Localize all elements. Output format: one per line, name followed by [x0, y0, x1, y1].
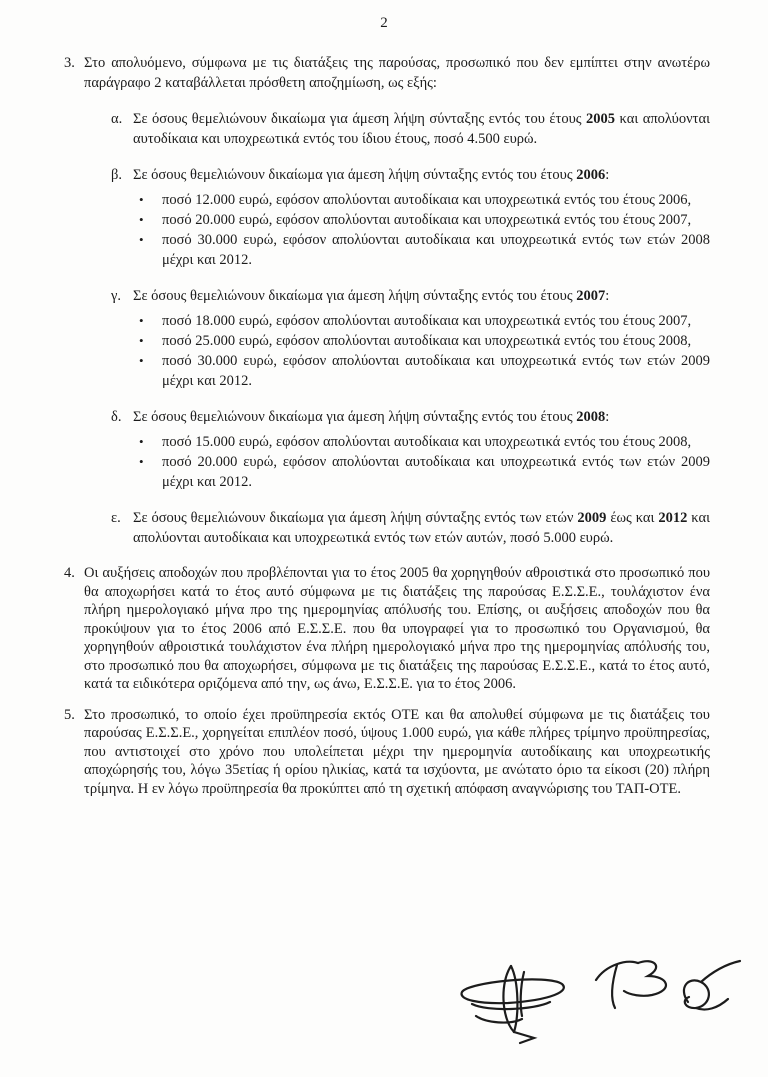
subitem-gamma-letter: γ. — [111, 288, 122, 304]
bullet-icon: • — [139, 192, 144, 207]
year-bold: 2007 — [576, 288, 606, 304]
bullet-item — [133, 452, 710, 492]
bullet-item — [133, 230, 710, 270]
text-run: Σε όσους θεμελιώνουν δικαίωμα για άμεση λήψη σύνταξης εντός του έτους — [133, 167, 577, 183]
subitem-epsilon-letter: ε. — [111, 510, 121, 526]
subitem-epsilon — [111, 508, 710, 548]
handwritten-signature-left-icon — [448, 958, 578, 1048]
bullet-text: ποσό 12.000 ευρώ, εφόσον απολύονται αυτοδίκαια και υποχρεωτικά εντός του έτους 2006, — [162, 192, 692, 208]
document-body — [0, 33, 768, 798]
subitem-delta-heading — [133, 407, 710, 427]
bullet-text: ποσό 20.000 ευρώ, εφόσον απολύονται αυτοδίκαια και υποχρεωτικά εντός των ετών 2009 μέχρι και 2012. — [162, 454, 710, 490]
paragraph-3 — [64, 53, 710, 93]
subitem-delta-body — [133, 407, 710, 492]
text-run: : — [605, 409, 610, 425]
bullet-icon: • — [139, 353, 144, 368]
subitem-beta-body — [133, 165, 710, 270]
bullet-icon: • — [139, 232, 144, 247]
bullet-text: ποσό 18.000 ευρώ, εφόσον απολύονται αυτοδίκαια και υποχρεωτικά εντός του έτους 2007, — [162, 313, 692, 329]
paragraph-5-number: 5. — [64, 706, 75, 723]
paragraph-5-text: Στο προσωπικό, το οποίο έχει προϋπηρεσία εκτός ΟΤΕ και θα απολυθεί σύμφωνα με τις διατάξεις του παρούσας Ε.Σ.Σ.Ε., χορηγείται επιπλέον ποσό, ύψους 1.000 ευρώ, για κάθε πλήρες τρίμηνο προϋπηρεσίας, που αντιστοιχεί στο χρόνο που υπολείπεται μέχρι την ημερομηνία αυτοδίκαιης και υποχρεωτικής αποχώρησής του, λόγω 35ετίας ή ορίου ηλικίας, κατά τα ισχύοντα, με ανώτατο όριο τα είκοσι (20) πλήρη τρίμηνα. Η εν λόγω προϋπηρεσία θα προκύπτει από τη σχετική απόφαση αναγνώρισης του ΤΑΠ-ΟΤΕ. — [84, 706, 710, 797]
subitem-gamma-body — [133, 286, 710, 391]
handwritten-signature-right-icon — [588, 952, 758, 1037]
paragraph-3-text: Στο απολυόμενο, σύμφωνα με τις διατάξεις της παρούσας, προσωπικό που δεν εμπίπτει στην ανωτέρω παράγραφο 2 καταβάλλεται πρόσθετη αποζημίωση, ως εξής: — [84, 55, 710, 91]
bullet-list — [133, 432, 710, 492]
paragraph-5 — [64, 706, 710, 799]
subitem-beta-letter: β. — [111, 167, 123, 183]
paragraph-3-number: 3. — [64, 55, 75, 71]
subitem-epsilon-text — [133, 508, 710, 548]
paragraph-4 — [64, 564, 710, 694]
subitem-alpha — [111, 109, 710, 149]
bullet-text: ποσό 15.000 ευρώ, εφόσον απολύονται αυτοδίκαια και υποχρεωτικά εντός του έτους 2008, — [162, 434, 692, 450]
bullet-text: ποσό 30.000 ευρώ, εφόσον απολύονται αυτοδίκαια και υποχρεωτικά εντός των ετών 2009 μέχρι και 2012. — [162, 353, 710, 389]
bullet-item — [133, 351, 710, 391]
subitem-beta — [111, 165, 710, 270]
text-run: Σε όσους θεμελιώνουν δικαίωμα για άμεση λήψη σύνταξης εντός του έτους — [133, 409, 577, 425]
year-bold: 2008 — [576, 409, 606, 425]
subitem-gamma-heading — [133, 286, 710, 306]
subitem-delta — [111, 407, 710, 492]
year-bold: 2005 — [586, 111, 616, 127]
subitem-list — [111, 109, 710, 548]
bullet-icon: • — [139, 333, 144, 348]
bullet-icon: • — [139, 434, 144, 449]
bullet-item — [133, 331, 710, 351]
subitem-beta-heading — [133, 165, 710, 185]
paragraph-4-number: 4. — [64, 565, 75, 581]
text-run: Σε όσους θεμελιώνουν δικαίωμα για άμεση λήψη σύνταξης εντός του έτους — [133, 111, 587, 127]
page-number: 2 — [380, 15, 388, 31]
bullet-text: ποσό 20.000 ευρώ, εφόσον απολύονται αυτοδίκαια και υποχρεωτικά εντός του έτους 2007, — [162, 212, 692, 228]
bullet-item — [133, 311, 710, 331]
year-bold: 2012 — [658, 510, 688, 526]
bullet-text: ποσό 25.000 ευρώ, εφόσον απολύονται αυτοδίκαια και υποχρεωτικά εντός του έτους 2008, — [162, 333, 692, 349]
year-bold: 2006 — [576, 167, 606, 183]
text-run: : — [605, 288, 610, 304]
bullet-item — [133, 210, 710, 230]
subitem-alpha-letter: α. — [111, 111, 123, 127]
text-run: και απολύονται αυτοδίκαια και υποχρεωτικά εντός του ίδιου έτους, ποσό 4.500 ευρώ. — [133, 111, 710, 147]
bullet-icon: • — [139, 212, 144, 227]
text-run: έως και — [606, 510, 659, 526]
year-bold: 2009 — [577, 510, 607, 526]
subitem-delta-letter: δ. — [111, 409, 122, 425]
text-run: και απολύονται αυτοδίκαια και υποχρεωτικά εντός των ετών αυτών, ποσό 5.000 ευρώ. — [133, 510, 710, 546]
paragraph-4-text: Οι αυξήσεις αποδοχών που προβλέπονται για το έτος 2005 θα χορηγηθούν αθροιστικά στο προσωπικό που θα αποχωρήσει κατά το έτος αυτό σύμφωνα με τις διατάξεις της παρούσας Ε.Σ.Σ.Ε., τουλάχιστον ένα πλήρη ημερολογιακό μήνα προ της ημερομηνίας απόλυσής του. Επίσης, οι αυξήσεις αποδοχών που θα προκύψουν για το έτος 2006 από Ε.Σ.Σ.Ε. που θα υπογραφεί για το προσωπικό του Οργανισμού, θα χορηγηθούν αθροιστικά τουλάχιστον ένα πλήρη ημερολογιακό μήνα προ της ημερομηνίας απόλυσής του, στο προσωπικό που θα αποχωρήσει, σύμφωνα με τις διατάξεις της παρούσας Ε.Σ.Σ.Ε., κατά το έτος αυτό, κατά τα ειδικότερα οριζόμενα από την, ως άνω, Ε.Σ.Σ.Ε. για το έτος 2006. — [84, 565, 710, 692]
bullet-item — [133, 432, 710, 452]
text-run: Σε όσους θεμελιώνουν δικαίωμα για άμεση λήψη σύνταξης εντός του έτους — [133, 288, 577, 304]
text-run: : — [605, 167, 610, 183]
subitem-gamma — [111, 286, 710, 391]
bullet-list — [133, 190, 710, 270]
bullet-item — [133, 190, 710, 210]
subitem-alpha-text — [133, 109, 710, 149]
bullet-list — [133, 311, 710, 391]
bullet-icon: • — [139, 313, 144, 328]
bullet-icon: • — [139, 454, 144, 469]
text-run: Σε όσους θεμελιώνουν δικαίωμα για άμεση λήψη σύνταξης εντός των ετών — [133, 510, 578, 526]
bullet-text: ποσό 30.000 ευρώ, εφόσον απολύονται αυτοδίκαια και υποχρεωτικά εντός των ετών 2008 μέχρι και 2012. — [162, 232, 710, 268]
